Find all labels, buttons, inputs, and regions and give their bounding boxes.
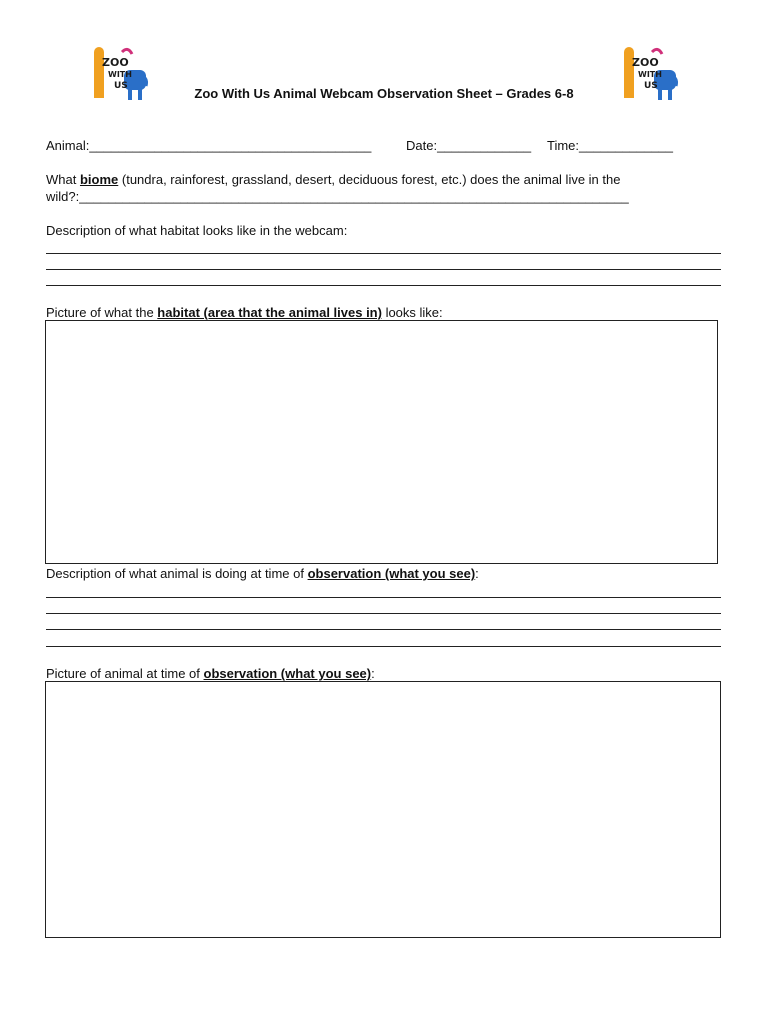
habitat-picture-post: looks like: — [381, 305, 443, 320]
animal-description-line-1[interactable] — [46, 597, 721, 598]
habitat-description-line-2[interactable] — [46, 269, 721, 270]
date-field[interactable] — [406, 138, 531, 153]
animal-description-line-2[interactable] — [46, 613, 721, 614]
time-label: Time: — [547, 138, 580, 153]
habitat-picture-label — [46, 305, 443, 320]
svg-text:WITH: WITH — [638, 70, 662, 79]
habitat-description-label: Description of what habitat looks like in the webcam: — [46, 223, 348, 238]
animal-drawing-box[interactable] — [45, 681, 721, 938]
biome-keyword: biome — [79, 172, 119, 187]
animal-description-post: : — [475, 566, 479, 581]
biome-question-post: (tundra, rainforest, grassland, desert, deciduous forest, etc.) does the animal live in the — [118, 172, 621, 187]
habitat-keyword: habitat (area that the animal lives in) — [157, 305, 382, 320]
habitat-description-line-3[interactable] — [46, 285, 721, 286]
animal-label: Animal: — [46, 138, 90, 153]
habitat-description-line-1[interactable] — [46, 253, 721, 254]
biome-answer-line[interactable]: wild?:____________________________________________________________________________ — [46, 189, 629, 204]
biome-question-pre: What — [46, 172, 80, 187]
animal-description-line-4[interactable] — [46, 646, 721, 647]
svg-text:US: US — [114, 81, 128, 91]
animal-blank[interactable]: _______________________________________ — [89, 138, 372, 153]
observation-keyword-2: observation (what you see) — [203, 666, 372, 681]
time-blank[interactable]: _____________ — [579, 138, 674, 153]
animal-picture-pre: Picture of animal at time of — [46, 666, 204, 681]
page-title: Zoo With Us Animal Webcam Observation Sheet – Grades 6-8 — [194, 86, 574, 101]
habitat-picture-pre: Picture of what the — [46, 305, 158, 320]
animal-picture-post: : — [371, 666, 375, 681]
animal-description-line-3[interactable] — [46, 629, 721, 630]
date-label: Date: — [406, 138, 438, 153]
animal-description-label — [46, 566, 479, 581]
observation-keyword: observation (what you see) — [307, 566, 476, 581]
svg-text:ZOO: ZOO — [102, 56, 129, 69]
svg-text:US: US — [644, 81, 658, 91]
animal-description-pre: Description of what animal is doing at time of — [46, 566, 308, 581]
date-blank[interactable]: _____________ — [437, 138, 532, 153]
animal-field[interactable] — [46, 138, 371, 153]
habitat-drawing-box[interactable] — [45, 320, 718, 564]
biome-question — [46, 172, 620, 187]
svg-text:ZOO: ZOO — [632, 56, 659, 69]
animal-picture-label — [46, 666, 375, 681]
svg-text:WITH: WITH — [108, 70, 132, 79]
time-field[interactable] — [547, 138, 673, 153]
